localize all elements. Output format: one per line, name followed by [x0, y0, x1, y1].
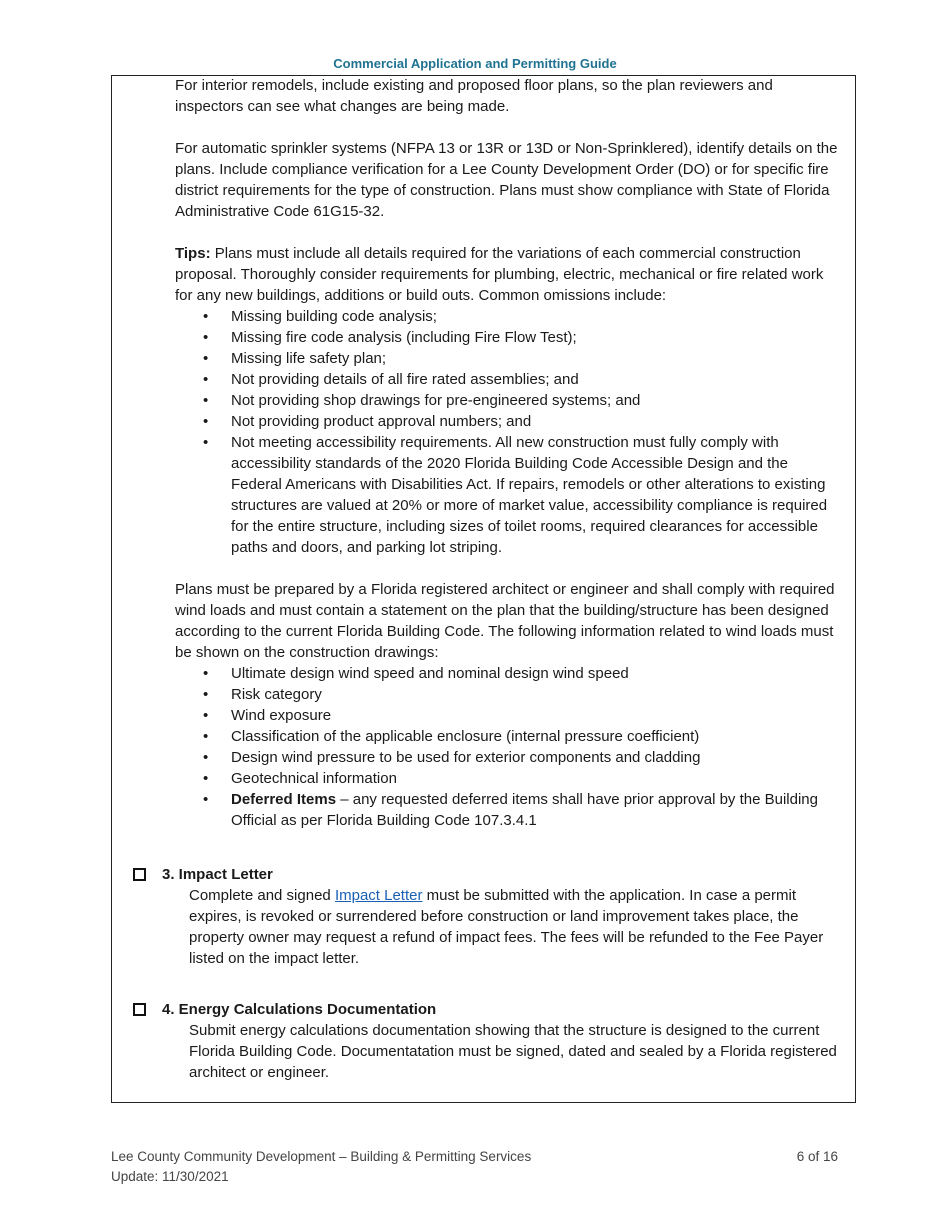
deferred-items-label: Deferred Items — [231, 791, 337, 808]
list-item-text: Missing building code analysis; — [231, 308, 437, 325]
page-number: 6 of 16 — [796, 1149, 838, 1164]
list-item-text: Geotechnical information — [231, 770, 397, 787]
wind-items-list — [175, 663, 840, 831]
list-item — [175, 663, 840, 684]
page-footer — [111, 1147, 838, 1187]
list-item-text: Design wind pressure to be used for exterior components and cladding — [231, 749, 701, 766]
list-item-text: Classification of the applicable enclosure (internal pressure coefficient) — [231, 728, 700, 745]
deferred-items-text: – any requested deferred items shall have prior approval by the Building Official as per Florida Building Code 107.3.4.1 — [231, 791, 818, 829]
deferred-items-list-item — [175, 789, 840, 831]
bullet-icon: • — [203, 686, 209, 703]
tips-paragraph — [175, 243, 840, 306]
wind-load-paragraph: Plans must be prepared by a Florida registered architect or engineer and shall comply with required wind loads and must contain a statement on the plan that the building/structure has been designed according to the current Florida Building Code. The following information related to wind loads must be shown on the construction drawings: — [175, 581, 835, 661]
bullet-icon: • — [203, 434, 209, 451]
list-item — [175, 432, 840, 558]
list-item — [175, 411, 840, 432]
list-item-text: Missing life safety plan; — [231, 350, 387, 367]
footer-organization: Lee County Community Development – Building & Permitting Services — [111, 1149, 532, 1164]
bullet-icon: • — [203, 770, 209, 787]
list-item-text: Not meeting accessibility requirements. All new construction must fully comply with accessibility standards of the 2020 Florida Building Code Accessible Design and the Federal Americans with Disabilities Act. If repairs, remodels or other alterations to existing structures are valued at 20% or more of market value, accessibility compliance is required for the entire structure, including sizes of toilet rooms, required clearances for accessible paths and doors, and parking lot striping. — [231, 434, 828, 556]
list-item — [175, 327, 840, 348]
impact-text-before: Complete and signed — [189, 887, 335, 904]
bullet-icon: • — [203, 728, 209, 745]
list-item-text: Risk category — [231, 686, 322, 703]
list-item-text: Not providing product approval numbers; and — [231, 413, 532, 430]
omissions-list — [175, 306, 840, 558]
bullet-icon: • — [203, 707, 209, 724]
list-item — [175, 306, 840, 327]
impact-letter-checkbox[interactable] — [133, 868, 146, 881]
energy-calculations-checkbox[interactable] — [133, 1003, 146, 1016]
tips-label: Tips: — [175, 245, 211, 262]
list-item-text: Ultimate design wind speed and nominal design wind speed — [231, 665, 629, 682]
impact-letter-paragraph — [189, 885, 845, 969]
list-item — [175, 348, 840, 369]
bullet-icon: • — [203, 329, 209, 346]
list-item — [175, 705, 840, 726]
impact-letter-section — [133, 864, 845, 969]
bullet-icon: • — [203, 371, 209, 388]
impact-text-after: must be submitted with the application. In case a permit expires, is revoked or surrendered before construction or land improvement takes place, the property owner may request a refund of impact fees. The fees will be refunded to the Fee Payer listed on the impact letter. — [189, 887, 824, 967]
document-header-title: Commercial Application and Permitting Guide — [333, 56, 617, 71]
list-item-text: Not providing shop drawings for pre-engineered systems; and — [231, 392, 641, 409]
bullet-icon: • — [203, 749, 209, 766]
list-item — [175, 369, 840, 390]
list-item-text: Missing fire code analysis (including Fire Flow Test); — [231, 329, 577, 346]
list-item — [175, 768, 840, 789]
energy-calculations-paragraph: Submit energy calculations documentation showing that the structure is designed to the current Florida Building Code. Documentatation must be signed, dated and sealed by a Florida registered architect or engineer. — [189, 1022, 837, 1081]
impact-letter-title: 3. Impact Letter — [162, 866, 273, 883]
footer-update-date: Update: 11/30/2021 — [111, 1169, 229, 1184]
sprinkler-paragraph: For automatic sprinkler systems (NFPA 13 or 13R or 13D or Non-Sprinklered), identify details on the plans. Include compliance verification for a Lee County Development Order (DO) or for specific fire district requirements for the type of construction. Plans must show compliance with State of Florida Administrative Code 61G15-32. — [175, 140, 838, 220]
list-item — [175, 747, 840, 768]
main-body — [175, 75, 840, 831]
list-item — [175, 726, 840, 747]
bullet-icon: • — [203, 665, 209, 682]
tips-text: Plans must include all details required for the variations of each commercial construction proposal. Thoroughly consider requirements for plumbing, electric, mechanical or fire related work for any new buildings, additions or build outs. Common omissions include: — [175, 245, 824, 304]
list-item-text: Not providing details of all fire rated assemblies; and — [231, 371, 579, 388]
interior-remodel-paragraph: For interior remodels, include existing and proposed floor plans, so the plan reviewers and inspectors can see what changes are being made. — [175, 77, 773, 115]
bullet-icon: • — [203, 350, 209, 367]
energy-calculations-section — [133, 999, 845, 1083]
list-item-text: Wind exposure — [231, 707, 332, 724]
bullet-icon: • — [203, 308, 209, 325]
bullet-icon: • — [203, 791, 209, 808]
bullet-icon: • — [203, 413, 209, 430]
list-item — [175, 390, 840, 411]
list-item — [175, 684, 840, 705]
impact-letter-link[interactable]: Impact Letter — [334, 887, 423, 904]
energy-calculations-title: 4. Energy Calculations Documentation — [162, 1001, 437, 1018]
bullet-icon: • — [203, 392, 209, 409]
